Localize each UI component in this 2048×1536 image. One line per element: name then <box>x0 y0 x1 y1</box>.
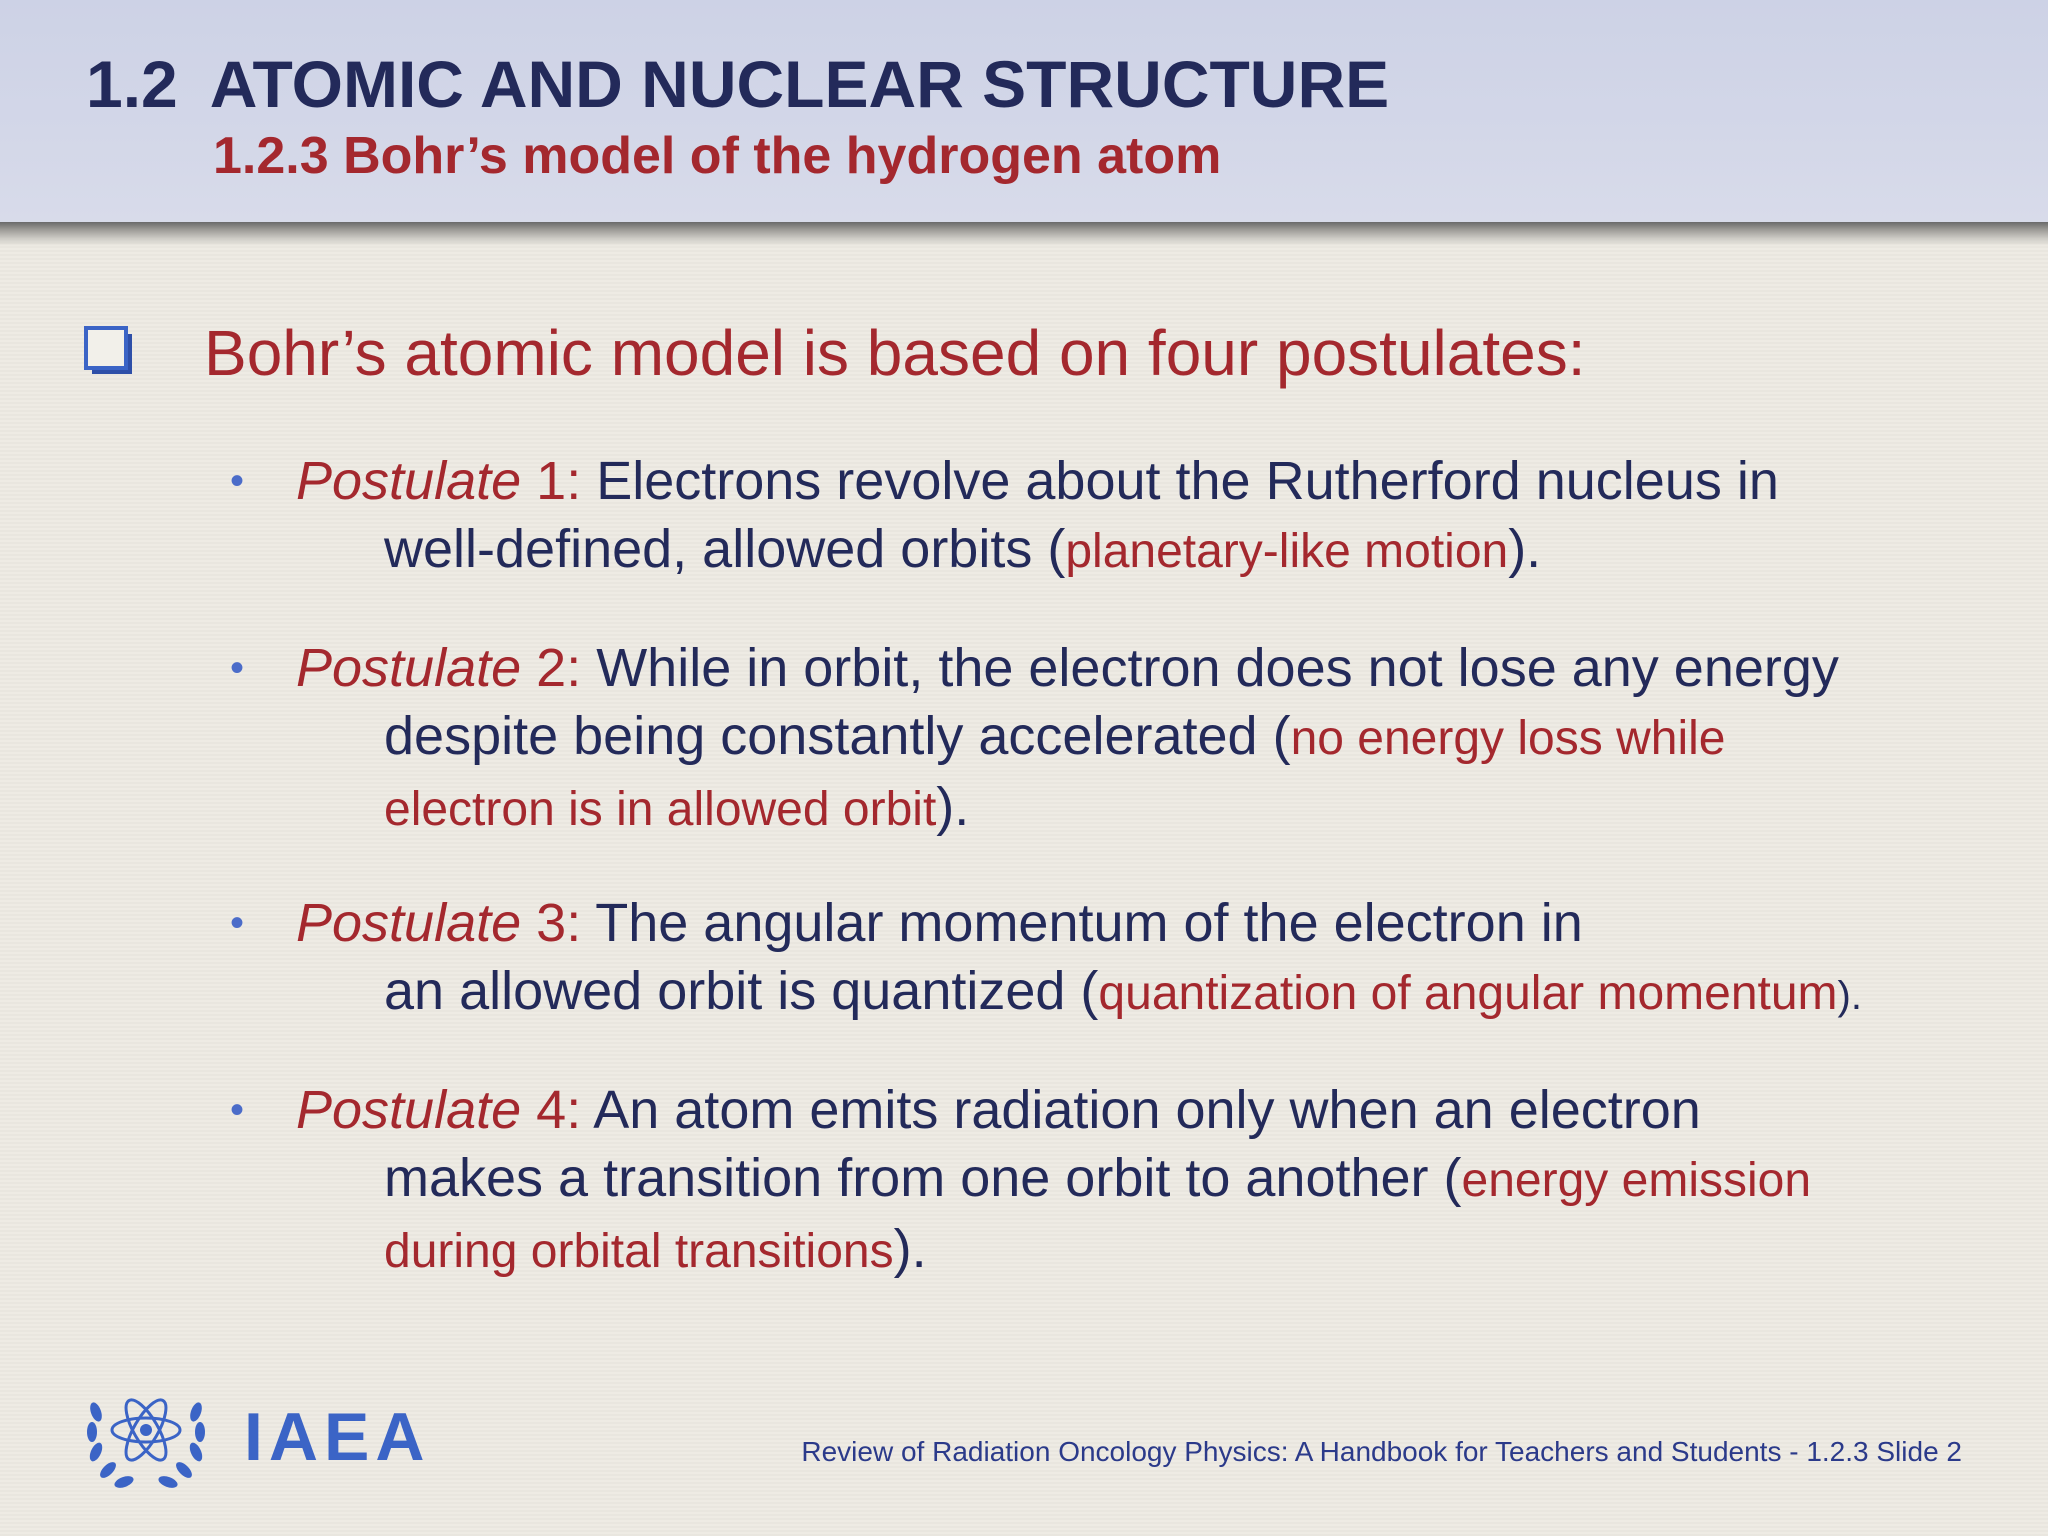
postulate-text: The angular momentum of the electron in <box>581 893 1583 953</box>
bullet-dot-icon: • <box>230 901 245 945</box>
postulate-line <box>230 634 2030 702</box>
bullet-dot-icon: • <box>230 1088 245 1132</box>
postulate-line <box>230 957 2030 1030</box>
bullet-dot-icon: • <box>230 459 245 503</box>
postulate-text: ). <box>893 1219 927 1279</box>
postulate-text: While in orbit, the electron does not lose any energy <box>581 638 1839 698</box>
postulate-text: despite being constantly accelerated ( <box>384 706 1291 766</box>
postulate-number: 1: <box>521 451 582 511</box>
iaea-logo-text: IAEA <box>244 1399 431 1475</box>
postulate-note: during orbital transitions <box>384 1225 894 1278</box>
slide-footer: Review of Radiation Oncology Physics: A Handbook for Teachers and Students - 1.2.3 Slide 2 <box>801 1436 1962 1467</box>
postulate-line <box>230 1144 2030 1215</box>
postulate-item-1 <box>230 447 2030 586</box>
postulate-number: 3: <box>521 893 582 953</box>
postulate-item-3 <box>230 889 2030 1030</box>
slide-subtitle: 1.2.3 Bohr’s model of the hydrogen atom <box>213 127 1222 185</box>
postulate-note: planetary-like motion <box>1065 525 1509 578</box>
postulate-line <box>230 515 2030 586</box>
postulate-text: ). <box>1508 519 1542 579</box>
postulate-text: An atom emits radiation only when an electron <box>581 1080 1701 1140</box>
postulate-line <box>230 1215 2030 1286</box>
postulate-text: well-defined, allowed orbits ( <box>384 519 1066 579</box>
section-title: ATOMIC AND NUCLEAR STRUCTURE <box>209 47 1390 121</box>
postulate-line <box>230 1076 2030 1144</box>
postulate-name: Postulate <box>296 1080 522 1140</box>
lead-statement: Bohr’s atomic model is based on four postulates: <box>204 317 1586 389</box>
checkbox-bullet-icon <box>84 326 134 376</box>
postulate-text: ). <box>936 777 970 837</box>
postulate-item-2 <box>230 634 2030 844</box>
postulate-name: Postulate <box>296 451 522 511</box>
header-divider <box>0 222 2048 246</box>
postulate-line <box>230 889 2030 957</box>
postulate-number: 4: <box>521 1080 582 1140</box>
postulate-text: an allowed orbit is quantized ( <box>384 961 1099 1021</box>
postulate-note: quantization of angular momentum <box>1098 967 1838 1020</box>
slide-title <box>86 46 1389 122</box>
postulate-line <box>230 773 2030 844</box>
postulate-note: no energy loss while <box>1290 712 1726 765</box>
postulate-line <box>230 702 2030 773</box>
postulate-item-4 <box>230 1076 2030 1286</box>
postulate-note: energy emission <box>1461 1154 1812 1207</box>
iaea-emblem-icon <box>82 1372 210 1500</box>
postulate-name: Postulate <box>296 638 522 698</box>
postulate-text: Electrons revolve about the Rutherford nucleus in <box>581 451 1779 511</box>
postulate-number: 2: <box>521 638 582 698</box>
bullet-dot-icon: • <box>230 646 245 690</box>
section-number: 1.2 <box>86 47 178 121</box>
postulate-line <box>230 447 2030 515</box>
postulate-note: electron is in allowed orbit <box>384 783 937 836</box>
postulate-text: makes a transition from one orbit to another ( <box>384 1148 1462 1208</box>
postulate-name: Postulate <box>296 893 522 953</box>
postulate-text: ). <box>1837 974 1862 1018</box>
